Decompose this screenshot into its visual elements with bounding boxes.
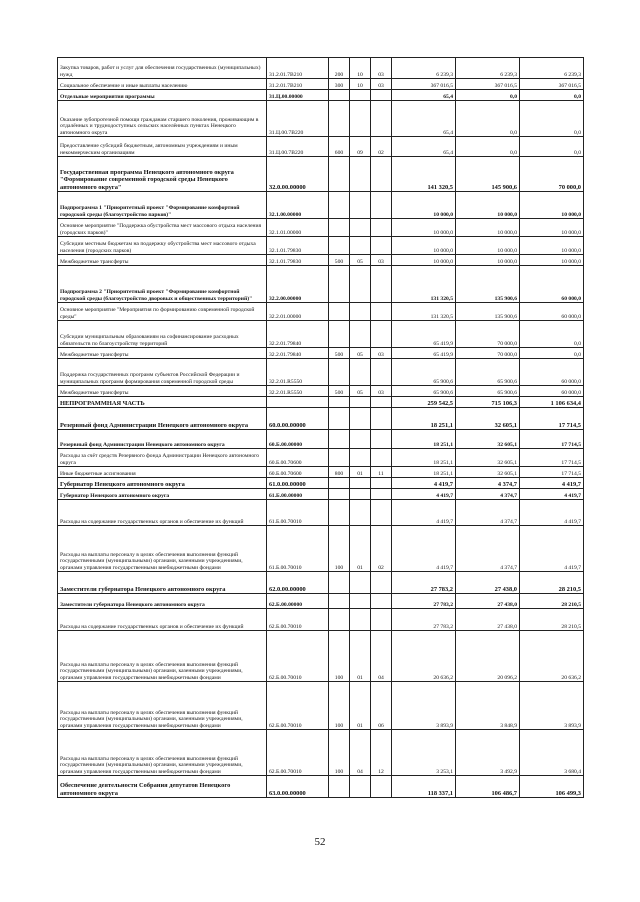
row-code: 61.Б.00.70010: [267, 500, 329, 526]
row-value-1: 10 000,0: [392, 219, 456, 237]
row-name: Губернатор Ненецкого автономного округа: [58, 489, 267, 500]
row-code: 31.2.01.7B210: [267, 79, 329, 90]
row-value-2: 32 605,1: [456, 449, 520, 467]
row-value-1: 18 251,1: [392, 467, 456, 478]
row-value-2: 27 438,0: [456, 609, 520, 631]
row-code: 60.Б.00.70600: [267, 449, 329, 467]
table-row: [58, 321, 584, 348]
row-pr: [371, 266, 392, 303]
row-value-2: 135 900,6: [456, 303, 520, 321]
row-rz: [350, 489, 371, 500]
row-code: 32.1.00.00000: [267, 192, 329, 219]
row-value-3: 4 419,7: [520, 489, 584, 500]
row-value-1: 259 542,5: [392, 397, 456, 408]
table-row: [58, 478, 584, 489]
page-number: 52: [314, 836, 326, 848]
row-code: 62.Б.00.70010: [267, 631, 329, 682]
row-value-3: 0,0: [520, 321, 584, 348]
row-value-2: 0,0: [456, 90, 520, 101]
row-value-1: 10 000,0: [392, 255, 456, 266]
row-value-1: 4 419,7: [392, 478, 456, 489]
row-value-3: 17 714,5: [520, 408, 584, 430]
row-value-2: 70 000,0: [456, 348, 520, 359]
row-value-1: 3 893,9: [392, 682, 456, 730]
table-row: [58, 79, 584, 90]
row-vr: 500: [329, 255, 350, 266]
table-row: [58, 219, 584, 237]
row-vr: [329, 449, 350, 467]
row-pr: [371, 192, 392, 219]
row-value-1: 10 000,0: [392, 192, 456, 219]
row-value-2: 715 106,3: [456, 397, 520, 408]
row-name: Субсидии местным бюджетам на поддержку обустройства мест массового отдыха населения (городских парков): [58, 237, 267, 255]
row-value-3: 0,0: [520, 137, 584, 157]
row-code: 62.Б.00.70010: [267, 682, 329, 730]
row-pr: [371, 408, 392, 430]
row-rz: [350, 609, 371, 631]
row-value-2: 0,0: [456, 101, 520, 137]
row-pr: [371, 219, 392, 237]
row-rz: [350, 776, 371, 798]
table-row: [58, 631, 584, 682]
row-value-1: 65 419,9: [392, 348, 456, 359]
row-value-2: 3 492,9: [456, 730, 520, 776]
row-name: Расходы на содержание государственных органов и обеспечение их функций: [58, 500, 267, 526]
row-pr: 06: [371, 682, 392, 730]
row-vr: [329, 572, 350, 594]
row-value-2: 10 000,0: [456, 237, 520, 255]
row-code: 32.1.01.79830: [267, 237, 329, 255]
row-value-1: 131 320,5: [392, 303, 456, 321]
row-code: 63.0.00.00000: [267, 776, 329, 798]
row-value-3: 10 000,0: [520, 237, 584, 255]
row-name: Расходы за счёт средств Резервного фонда Администрации Ненецкого автономного округа: [58, 449, 267, 467]
row-rz: 05: [350, 386, 371, 397]
table-row: [58, 237, 584, 255]
row-code: 32.2.01.00000: [267, 303, 329, 321]
row-vr: [329, 408, 350, 430]
row-code: 31.Ц.00.7B220: [267, 137, 329, 157]
row-value-1: 118 337,1: [392, 776, 456, 798]
row-vr: 500: [329, 386, 350, 397]
row-value-1: 65 900,6: [392, 386, 456, 397]
row-vr: 200: [329, 58, 350, 79]
row-value-3: 10 000,0: [520, 192, 584, 219]
row-pr: 03: [371, 79, 392, 90]
row-value-1: 20 636,2: [392, 631, 456, 682]
row-value-1: 6 239,3: [392, 58, 456, 79]
row-pr: [371, 594, 392, 609]
row-vr: [329, 397, 350, 408]
row-value-1: 3 253,1: [392, 730, 456, 776]
row-name: Основное мероприятие "Поддержка обустройства мест массового отдыха населения (городских парков)": [58, 219, 267, 237]
row-name: Обеспечение деятельности Собрания депутатов Ненецкого автономного округа: [58, 776, 267, 798]
budget-table: [57, 57, 584, 798]
row-value-1: 27 783,2: [392, 594, 456, 609]
row-code: 62.Б.00.00000: [267, 594, 329, 609]
row-name: Межбюджетные трансферты: [58, 255, 267, 266]
table-row: [58, 266, 584, 303]
table-row: [58, 397, 584, 408]
row-code: 32.1.01.79830: [267, 255, 329, 266]
row-code: 32.0.00.00000: [267, 157, 329, 192]
row-vr: [329, 359, 350, 386]
row-rz: 10: [350, 58, 371, 79]
row-value-1: 65,4: [392, 90, 456, 101]
table-row: [58, 255, 584, 266]
row-rz: 09: [350, 137, 371, 157]
row-value-1: 4 419,7: [392, 489, 456, 500]
row-vr: 100: [329, 730, 350, 776]
row-value-2: 32 605,1: [456, 430, 520, 449]
row-code: 31.Ц.00.00000: [267, 90, 329, 101]
row-code: 32.2.01.79840: [267, 348, 329, 359]
row-name: Государственная программа Ненецкого автономного округа "Формирование современной городской среды Ненецкого автономного округа": [58, 157, 267, 192]
row-rz: 10: [350, 79, 371, 90]
row-rz: [350, 572, 371, 594]
row-vr: [329, 609, 350, 631]
row-name: Расходы на выплаты персоналу в целях обеспечения выполнения функций государственными (муниципальными) органами, казенными учреждениями, органами управления государственными внебюджетными фондами: [58, 631, 267, 682]
row-vr: 100: [329, 682, 350, 730]
row-value-3: 4 419,7: [520, 478, 584, 489]
row-value-2: 10 000,0: [456, 192, 520, 219]
row-code: 62.0.00.00000: [267, 572, 329, 594]
row-code: [267, 397, 329, 408]
row-value-1: 141 320,5: [392, 157, 456, 192]
row-name: Межбюджетные трансферты: [58, 348, 267, 359]
row-vr: [329, 101, 350, 137]
row-pr: [371, 430, 392, 449]
row-rz: [350, 219, 371, 237]
row-value-2: 10 000,0: [456, 219, 520, 237]
table-row: [58, 348, 584, 359]
row-name: Основное мероприятие "Мероприятия по формированию современной городской среды": [58, 303, 267, 321]
row-pr: 12: [371, 730, 392, 776]
table-row: [58, 609, 584, 631]
row-pr: [371, 572, 392, 594]
row-rz: [350, 321, 371, 348]
row-name: НЕПРОГРАММНАЯ ЧАСТЬ: [58, 397, 267, 408]
row-value-1: 65 419,9: [392, 321, 456, 348]
row-value-2: 4 374,7: [456, 489, 520, 500]
row-name: Межбюджетные трансферты: [58, 386, 267, 397]
table-row: [58, 90, 584, 101]
row-value-1: 18 251,1: [392, 430, 456, 449]
row-vr: [329, 192, 350, 219]
row-value-2: 65 900,6: [456, 359, 520, 386]
row-code: 31.Ц.00.7B220: [267, 101, 329, 137]
row-value-1: 27 783,2: [392, 572, 456, 594]
row-value-3: 1 106 634,4: [520, 397, 584, 408]
row-name: Иные бюджетные ассигнования: [58, 467, 267, 478]
row-rz: 01: [350, 631, 371, 682]
row-rz: 05: [350, 255, 371, 266]
row-value-3: 367 016,5: [520, 79, 584, 90]
row-code: 60.Б.00.00000: [267, 430, 329, 449]
row-rz: 04: [350, 730, 371, 776]
table-row: [58, 101, 584, 137]
table-row: [58, 58, 584, 79]
row-vr: [329, 237, 350, 255]
row-name: Расходы на выплаты персоналу в целях обеспечения выполнения функций государственными (муниципальными) органами, казенными учреждениями, органами управления государственными внебюджетными фондами: [58, 526, 267, 572]
row-code: 31.2.01.7B210: [267, 58, 329, 79]
row-vr: [329, 500, 350, 526]
row-pr: 03: [371, 348, 392, 359]
row-rz: [350, 500, 371, 526]
row-code: 32.1.01.00000: [267, 219, 329, 237]
row-vr: 500: [329, 348, 350, 359]
row-vr: [329, 266, 350, 303]
row-rz: [350, 359, 371, 386]
row-value-3: 28 210,5: [520, 572, 584, 594]
row-value-1: 18 251,1: [392, 408, 456, 430]
row-value-2: 106 486,7: [456, 776, 520, 798]
row-name: Субсидии муниципальным образованиям на софинансирование расходных обязательств по благоустройству территорий: [58, 321, 267, 348]
row-rz: [350, 237, 371, 255]
table-row: [58, 303, 584, 321]
row-value-3: 4 419,7: [520, 500, 584, 526]
row-name: Заместители губернатора Ненецкого автономного округа: [58, 572, 267, 594]
row-rz: 05: [350, 348, 371, 359]
row-value-2: 27 438,0: [456, 572, 520, 594]
row-pr: 03: [371, 255, 392, 266]
row-code: 61.Б.00.00000: [267, 489, 329, 500]
row-pr: [371, 237, 392, 255]
row-value-3: 17 714,5: [520, 430, 584, 449]
row-code: 32.2.00.00000: [267, 266, 329, 303]
row-value-2: 27 438,0: [456, 594, 520, 609]
row-value-3: 0,0: [520, 348, 584, 359]
row-name: Губернатор Ненецкого автономного округа: [58, 478, 267, 489]
row-rz: [350, 449, 371, 467]
row-name: Заместители губернатора Ненецкого автономного округа: [58, 594, 267, 609]
row-pr: 03: [371, 386, 392, 397]
row-pr: [371, 321, 392, 348]
row-vr: 800: [329, 467, 350, 478]
row-code: 32.2.01.R5550: [267, 386, 329, 397]
row-vr: 100: [329, 526, 350, 572]
row-value-2: 20 096,2: [456, 631, 520, 682]
table-row: [58, 192, 584, 219]
row-code: 32.2.01.R5550: [267, 359, 329, 386]
row-value-3: 60 000,0: [520, 303, 584, 321]
row-code: 61.Б.00.70010: [267, 526, 329, 572]
row-value-3: 28 210,5: [520, 594, 584, 609]
row-pr: 02: [371, 526, 392, 572]
table-row: [58, 526, 584, 572]
table-row: [58, 730, 584, 776]
row-value-2: 145 900,6: [456, 157, 520, 192]
row-value-1: 27 783,2: [392, 609, 456, 631]
row-value-3: 60 000,0: [520, 266, 584, 303]
row-value-1: 65,4: [392, 137, 456, 157]
row-pr: [371, 157, 392, 192]
row-value-3: 70 000,0: [520, 157, 584, 192]
row-name: Оказание зубопротезной помощи гражданам старшего поколения, проживающим в отдалённых и труднодоступных сельских населённых пунктах Ненецкого автономного округа: [58, 101, 267, 137]
row-rz: [350, 101, 371, 137]
row-value-2: 4 374,7: [456, 478, 520, 489]
row-pr: 03: [371, 58, 392, 79]
table-row: [58, 449, 584, 467]
row-rz: [350, 478, 371, 489]
row-value-2: 0,0: [456, 137, 520, 157]
row-vr: 100: [329, 631, 350, 682]
row-value-3: 28 210,5: [520, 609, 584, 631]
row-value-2: 6 239,3: [456, 58, 520, 79]
row-name: Отдельные мероприятия программы: [58, 90, 267, 101]
row-name: Подпрограмма 1 "Приоритетный проект "Формирование комфортной городской среды (благоустройство парков)": [58, 192, 267, 219]
row-name: Социальное обеспечение и иные выплаты населению: [58, 79, 267, 90]
table-row: [58, 489, 584, 500]
row-rz: 01: [350, 682, 371, 730]
row-pr: 02: [371, 137, 392, 157]
row-name: Подпрограмма 2 "Приоритетный проект "Формирование комфортной городской среды (благоустройство дворовых и общественных территорий)": [58, 266, 267, 303]
table-row: [58, 572, 584, 594]
row-vr: [329, 489, 350, 500]
table-row: [58, 500, 584, 526]
table-row: [58, 682, 584, 730]
row-value-2: 4 374,7: [456, 500, 520, 526]
row-vr: [329, 90, 350, 101]
row-vr: [329, 157, 350, 192]
row-value-2: 3 848,9: [456, 682, 520, 730]
row-name: Резервный фонд Администрации Ненецкого автономного округа: [58, 430, 267, 449]
row-code: 62.Б.00.70010: [267, 609, 329, 631]
row-value-3: 10 000,0: [520, 255, 584, 266]
row-pr: [371, 449, 392, 467]
row-pr: [371, 478, 392, 489]
table-row: [58, 157, 584, 192]
row-vr: 600: [329, 137, 350, 157]
row-value-3: 60 000,0: [520, 386, 584, 397]
row-value-3: 4 419,7: [520, 526, 584, 572]
row-vr: [329, 594, 350, 609]
row-rz: [350, 266, 371, 303]
table-row: [58, 359, 584, 386]
table-row: [58, 386, 584, 397]
row-pr: [371, 397, 392, 408]
row-rz: [350, 90, 371, 101]
row-pr: 04: [371, 631, 392, 682]
row-value-3: 6 239,3: [520, 58, 584, 79]
row-pr: [371, 90, 392, 101]
row-value-3: 3 680,4: [520, 730, 584, 776]
row-pr: [371, 609, 392, 631]
row-value-1: 4 419,7: [392, 526, 456, 572]
row-value-1: 65,4: [392, 101, 456, 137]
row-value-2: 70 000,0: [456, 321, 520, 348]
row-pr: [371, 489, 392, 500]
row-vr: [329, 478, 350, 489]
row-rz: [350, 303, 371, 321]
row-value-1: 65 900,6: [392, 359, 456, 386]
row-value-2: 4 374,7: [456, 526, 520, 572]
row-rz: 01: [350, 467, 371, 478]
row-value-3: 60 000,0: [520, 359, 584, 386]
row-vr: [329, 219, 350, 237]
row-value-2: 135 900,6: [456, 266, 520, 303]
row-name: Поддержка государственных программ субъектов Российской Федерации и муниципальных программ формирования современной городской среды: [58, 359, 267, 386]
row-vr: 300: [329, 79, 350, 90]
row-name: Расходы на выплаты персоналу в целях обеспечения выполнения функций государственными (муниципальными) органами, казенными учреждениями, органами управления государственными внебюджетными фондами: [58, 682, 267, 730]
row-pr: [371, 500, 392, 526]
row-vr: [329, 321, 350, 348]
row-value-2: 65 900,6: [456, 386, 520, 397]
row-value-1: 367 016,5: [392, 79, 456, 90]
row-name: Расходы на выплаты персоналу в целях обеспечения выполнения функций государственными (муниципальными) органами, казенными учреждениями, органами управления государственными внебюджетными фондами: [58, 730, 267, 776]
row-rz: [350, 397, 371, 408]
row-vr: [329, 776, 350, 798]
row-pr: [371, 303, 392, 321]
row-vr: [329, 303, 350, 321]
row-name: Резервный фонд Администрации Ненецкого автономного округа: [58, 408, 267, 430]
row-value-2: 32 605,1: [456, 467, 520, 478]
row-code: 60.0.00.00000: [267, 408, 329, 430]
row-code: 60.Б.00.70600: [267, 467, 329, 478]
row-rz: [350, 192, 371, 219]
row-rz: [350, 430, 371, 449]
row-value-2: 32 605,1: [456, 408, 520, 430]
row-pr: [371, 776, 392, 798]
row-code: 61.0.00.00000: [267, 478, 329, 489]
row-value-3: 0,0: [520, 90, 584, 101]
row-value-1: 131 320,5: [392, 266, 456, 303]
row-name: Предоставление субсидий бюджетным, автономным учреждениям и иным некоммерческим организациям: [58, 137, 267, 157]
row-value-2: 367 016,5: [456, 79, 520, 90]
row-vr: [329, 430, 350, 449]
row-value-3: 10 000,0: [520, 219, 584, 237]
table-row: [58, 776, 584, 798]
row-pr: [371, 359, 392, 386]
row-rz: 01: [350, 526, 371, 572]
row-code: 32.2.01.79840: [267, 321, 329, 348]
row-value-3: 17 714,5: [520, 467, 584, 478]
table-row: [58, 408, 584, 430]
row-rz: [350, 157, 371, 192]
row-name: Закупка товаров, работ и услуг для обеспечения государственных (муниципальных) нужд: [58, 58, 267, 79]
row-value-1: 10 000,0: [392, 237, 456, 255]
row-rz: [350, 594, 371, 609]
row-pr: [371, 101, 392, 137]
table-row: [58, 467, 584, 478]
row-rz: [350, 408, 371, 430]
table-row: [58, 430, 584, 449]
table-row: [58, 137, 584, 157]
row-pr: 11: [371, 467, 392, 478]
row-value-1: 4 419,7: [392, 500, 456, 526]
row-name: Расходы на содержание государственных органов и обеспечение их функций: [58, 609, 267, 631]
row-value-2: 10 000,0: [456, 255, 520, 266]
row-value-3: 0,0: [520, 101, 584, 137]
row-code: 62.Б.00.70010: [267, 730, 329, 776]
row-value-1: 18 251,1: [392, 449, 456, 467]
row-value-3: 106 499,3: [520, 776, 584, 798]
table-row: [58, 594, 584, 609]
row-value-3: 17 714,5: [520, 449, 584, 467]
row-value-3: 20 636,2: [520, 631, 584, 682]
row-value-3: 3 893,9: [520, 682, 584, 730]
